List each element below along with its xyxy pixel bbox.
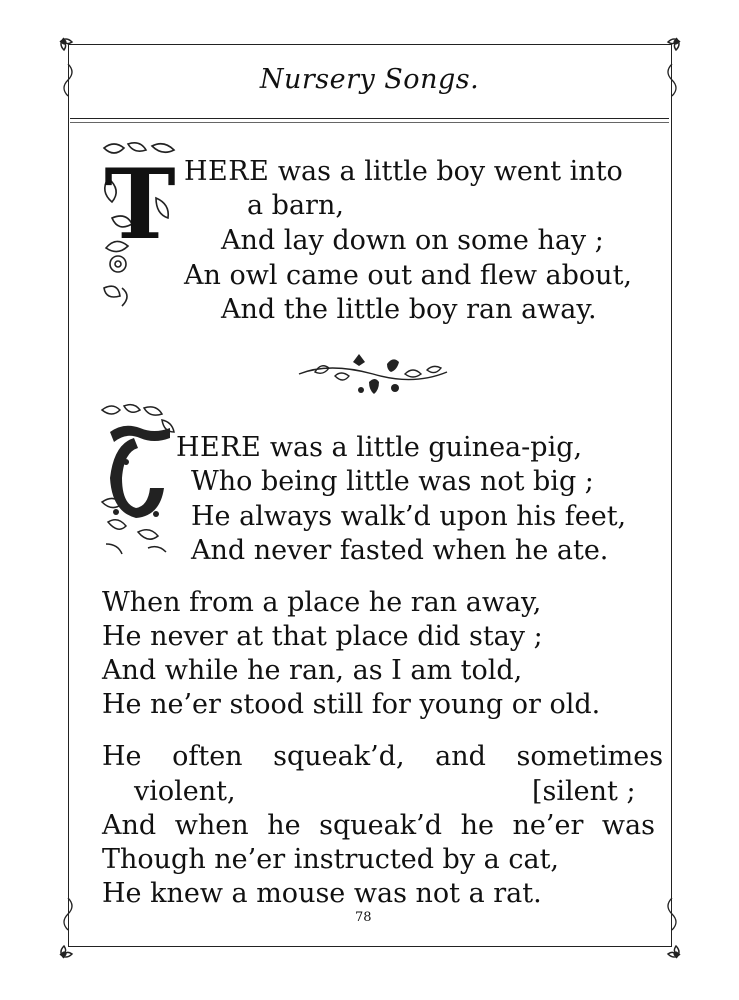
poem2-line-12: He knew a mouse was not a rat. <box>102 878 542 909</box>
flourish-right-bottom <box>662 896 682 936</box>
poem1-line-1: HERE was a little boy went into <box>184 156 623 187</box>
poem2-line-5: When from a place he ran away, <box>102 587 542 618</box>
poem1-line-4: And the little boy ran away. <box>221 294 597 325</box>
corner-ornament-top-left <box>56 34 86 64</box>
poem2-line-6: He never at that place did stay ; <box>102 621 543 652</box>
frame-left-rule <box>68 44 69 946</box>
poem2-line-9: He often squeak’d, and sometimes <box>102 741 664 772</box>
poem2-line-1: HERE was a little guinea-pig, <box>176 432 583 463</box>
poem1-line-2: And lay down on some hay ; <box>221 225 604 256</box>
flourish-left-bottom <box>58 896 78 936</box>
header-rule <box>70 118 669 119</box>
poem1-line-1-continued: a barn, <box>247 190 344 221</box>
ornamental-dropcap-t-2 <box>98 402 178 560</box>
poem2-line-2: Who being little was not big ; <box>191 466 594 497</box>
poem2-line-10-turnover: [silent ; <box>532 776 636 807</box>
header-rule-thin <box>70 122 669 123</box>
frame-right-rule <box>671 44 672 946</box>
poem2-line-7: And while he ran, as I am told, <box>102 655 523 686</box>
poem2-line-8: He ne’er stood still for young or old. <box>102 689 601 720</box>
corner-ornament-bottom-right <box>654 932 684 962</box>
page-number: 78 <box>355 910 372 925</box>
corner-ornament-top-right <box>654 34 684 64</box>
poem2-line-9-continued: violent, <box>134 776 236 807</box>
poem1-line-3: An owl came out and flew about, <box>184 260 633 291</box>
poem2-line-4: And never fasted when he ate. <box>191 535 609 566</box>
poem2-line-3: He always walk’d upon his feet, <box>191 501 627 532</box>
corner-ornament-bottom-left <box>56 932 86 962</box>
running-head: Nursery Songs. <box>259 64 480 95</box>
ornamental-dropcap-t-1 <box>98 138 182 308</box>
frame-bottom-rule <box>68 946 672 947</box>
poem2-line-11: Though ne’er instructed by a cat, <box>102 844 560 875</box>
svg-text:T: T <box>104 148 176 261</box>
frame-top-rule <box>68 44 672 45</box>
poem2-line-10: And when he squeak’d he ne’er was <box>102 810 656 841</box>
floral-vignette <box>295 352 451 398</box>
